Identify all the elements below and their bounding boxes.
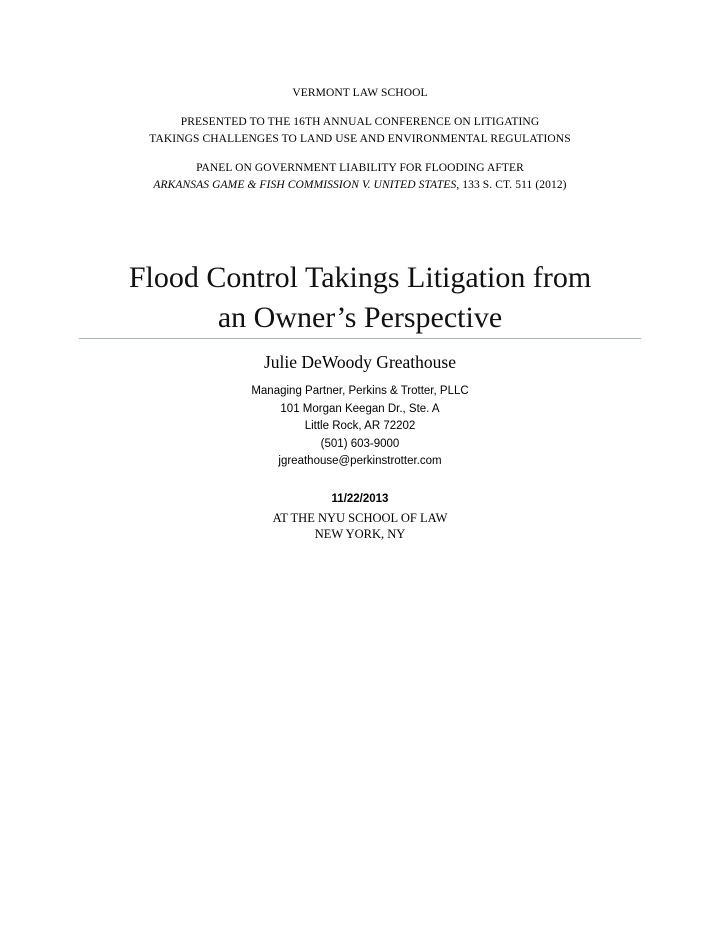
document-title (0, 258, 720, 338)
panel-line-1: PANEL ON GOVERNMENT LIABILITY FOR FLOODING AFTER (196, 162, 524, 174)
title-line-2: an Owner’s Perspective (217, 301, 503, 334)
author-position: Managing Partner, Perkins & Trotter, PLLC (251, 385, 469, 397)
event-venue (0, 510, 720, 542)
presentation-line-2: TAKINGS CHALLENGES TO LAND USE AND ENVIRONMENTAL REGULATIONS (149, 133, 571, 145)
address-line-2: Little Rock, AR 72202 (304, 420, 416, 432)
panel-line-2 (0, 177, 720, 194)
venue-line-1: AT THE NYU SCHOOL OF LAW (272, 511, 448, 525)
panel-note (0, 160, 720, 194)
school-name: VERMONT LAW SCHOOL (292, 87, 428, 99)
case-name: ARKANSAS GAME & FISH COMMISSION V. UNITED STATES (153, 179, 457, 191)
presentation-line-1: PRESENTED TO THE 16TH ANNUAL CONFERENCE ON LITIGATING (180, 116, 540, 128)
email-address: jgreathouse@perkinstrotter.com (278, 455, 442, 467)
case-citation: , 133 S. CT. 511 (2012) (456, 179, 567, 191)
phone-number: (501) 603-9000 (320, 437, 400, 450)
author-name: Julie DeWoody Greathouse (263, 352, 456, 372)
venue-line-2: NEW YORK, NY (314, 527, 406, 541)
presentation-note (0, 114, 720, 148)
title-line-1: Flood Control Takings Litigation from (128, 261, 592, 294)
address-line-1: 101 Morgan Keegan Dr., Ste. A (280, 402, 440, 415)
author-contact-block (0, 383, 720, 471)
title-divider (79, 338, 641, 339)
event-date: 11/22/2013 (331, 493, 389, 505)
